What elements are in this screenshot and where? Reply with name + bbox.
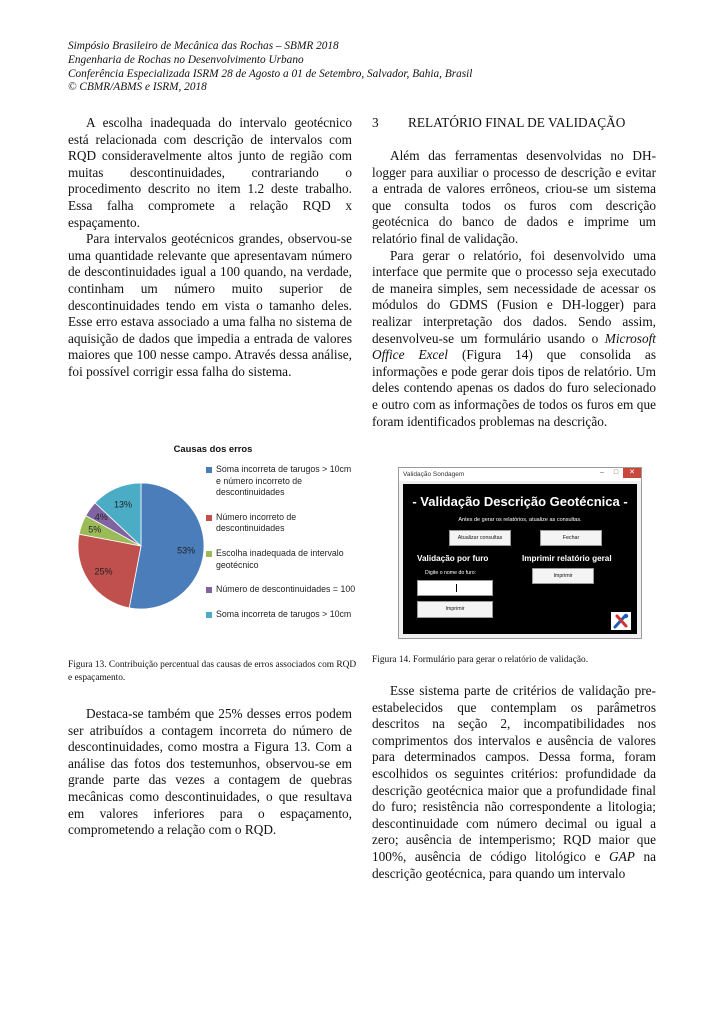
slice-data-label: 25% (94, 566, 113, 577)
minimize-button[interactable]: – (600, 469, 604, 476)
maximize-button[interactable]: □ (613, 469, 619, 476)
legend-item (206, 548, 356, 571)
paragraph (372, 248, 656, 431)
header-line-4: © CBMR/ABMS e ISRM, 2018 (68, 81, 207, 94)
legend-item (206, 584, 356, 596)
legend-swatch (206, 612, 212, 618)
text-caret (456, 584, 457, 592)
form-heading: - Validação Descrição Geotécnica - (412, 494, 628, 509)
form-subtitle: Antes de gerar os relatórios, atualize as consultas. (458, 517, 582, 523)
legend-swatch (206, 551, 212, 557)
figure-13-caption: Figura 13. Contribuição percentual das causas de erros associados com RQD e espaçamento. (68, 660, 357, 683)
legend-label: Número incorreto de descontinuidades (216, 511, 297, 534)
slice-data-label: 4% (94, 512, 108, 523)
italic-run: GAP (609, 848, 635, 864)
paragraph: A escolha inadequada do intervalo geotécnico está relacionada com descrição de intervalos com RQD consideravelmente altos junto de região com muitas descontinuidades, contrariando o procedimento descrito no item 1.2 deste trabalho. Essa falha compromete a relação RQD x espaçamento. (68, 115, 352, 230)
left-column-top (68, 115, 352, 381)
text-run: Para gerar o relatório, foi desenvolvido uma interface que permite que o processo seja executado de maneira simples, sem necessidade de acessar os módulos do GDMS (Fusion e DH-logger) para realizar interpretação dos dados. Sendo assim, desenvolveu-se um formulário usando o (372, 247, 656, 346)
print-general-button[interactable]: Imprimir (532, 568, 594, 584)
conference-header (68, 40, 472, 95)
validation-form-screenshot (398, 467, 642, 639)
window-titlebar (399, 468, 641, 481)
legend-swatch (206, 587, 212, 593)
slice-data-label: 53% (177, 545, 196, 556)
label-validation-by-hole: Validação por furo (417, 554, 489, 563)
figure-14-caption: Figura 14. Formulário para gerar o relatório de validação. (372, 655, 589, 665)
window-title: Validação Sondagem (403, 471, 465, 478)
legend-label: Soma incorreta de tarugos > 10cm e número incorreto de descontinuidades (216, 464, 352, 498)
legend-swatch (206, 467, 212, 473)
legend-item (206, 512, 356, 535)
chart-legend (206, 464, 356, 633)
update-queries-button[interactable]: Atualizar consultas (449, 530, 511, 546)
slice-data-label: 5% (88, 524, 102, 535)
label-general-report: Imprimir relatório geral (522, 554, 612, 563)
paragraph (372, 683, 656, 882)
left-column-bottom (68, 706, 352, 839)
tools-icon[interactable] (611, 612, 631, 630)
header-line-3: Conferência Especializada ISRM 28 de Agosto a 01 de Setembro, Salvador, Bahia, Brasil (68, 67, 473, 80)
section-title: RELATÓRIO FINAL DE VALIDAÇÃO (408, 115, 626, 130)
hole-name-input[interactable] (417, 580, 493, 596)
legend-item (206, 464, 356, 499)
paragraph: Destaca-se também que 25% desses erros podem ser atribuídos a contagem incorreta do número de descontinuidades, como mostra a Figura 13. Com a análise das fotos dos testemunhos, observou-se em grande parte das vezes a contagem de quebras mecânicas como descontinuidades, o que resultava em valores inferiores para o espaçamento, comprometendo a relação com o RQD. (68, 706, 352, 838)
legend-item (206, 609, 356, 621)
section-number: 3 (372, 115, 379, 130)
header-line-2: Engenharia de Rochas no Desenvolvimento Urbano (68, 53, 304, 66)
chart-title: Causas dos erros (173, 443, 253, 454)
right-column-bottom (372, 683, 656, 882)
text-run: Esse sistema parte de critérios de validação pre-estabelecidos que contemplam os parâmetros descritos na seção 2, incompatibilidades nos comprimentos dos intervalos e ausência de valores para determinados campos. Dessa forma, foram escolhidos os seguintes critérios: profundidade da descrição geotécnica maior que a profundidade final do furo; resistência não correspondente a litologia; descontinuidade com número decimal ou igual a zero; ausência de intemperismo; RQD maior que 100%, ausência de código litológico e (372, 683, 656, 864)
section-heading (372, 115, 656, 131)
legend-label: Escolha inadequada de intervalo geotécnico (216, 547, 344, 570)
legend-swatch (206, 515, 212, 521)
header-line-1: Simpósio Brasileiro de Mecânica das Rochas – SBMR 2018 (68, 40, 339, 52)
paragraph: Além das ferramentas desenvolvidas no DH-logger para auxiliar o processo de descrição e evitar a entrada de valores errôneos, criou-se um sistema que consulta todos os furos com descrição geotécnica do banco de dados e imprime um relatório final de validação. (372, 148, 656, 246)
italic-run: Microsoft Office Excel (372, 330, 656, 363)
form-body (403, 484, 637, 634)
text-run: na descrição geotécnica, para quando um intervalo (372, 848, 656, 881)
close-button[interactable]: Fechar (540, 530, 602, 546)
close-window-button[interactable]: ✕ (623, 468, 641, 478)
hole-name-hint: Digite o nome do furo: (425, 570, 477, 576)
legend-label: Número de descontinuidades = 100 (216, 584, 356, 595)
legend-label: Soma incorreta de tarugos > 10cm (216, 608, 352, 619)
paragraph: Para intervalos geotécnicos grandes, observou-se uma quantidade relevante que apresentavam número de descontinuidades igual a 100 quando, na verdade, continham um número muito superior de descontinuidades tendo em vista o tamanho deles. Esse erro estava associado a uma falha no sistema de aquisição de dados que impedia a entrada de valores maiores que 100 nesse campo. Através dessa análise, foi possível corrigir essa falha do sistema. (68, 231, 352, 379)
text-run: (Figura 14) que consolida as informações e pode gerar dois tipos de relatório. Um deles contendo apenas os dados do furo selecionado e outro com as informações de todos os furos em que foram identificados problemas na descrição. (372, 347, 656, 429)
pie-chart-figure-13 (68, 440, 358, 650)
slice-data-label: 13% (113, 499, 132, 510)
right-column-top (372, 148, 656, 430)
print-hole-button[interactable]: Imprimir (417, 601, 493, 618)
